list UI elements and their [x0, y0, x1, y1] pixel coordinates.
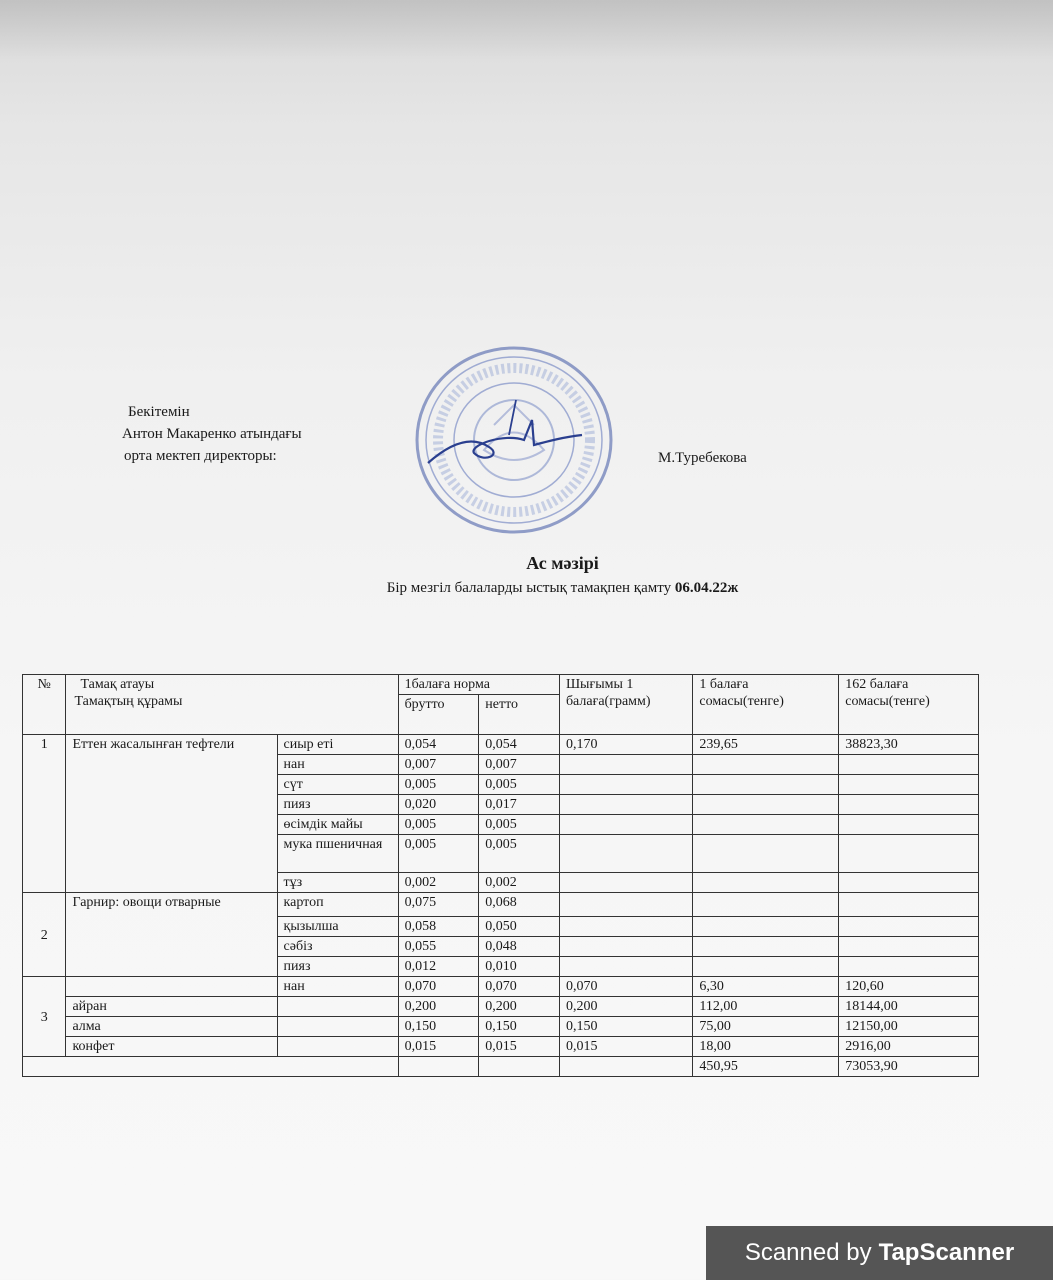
header-output-line-1: Шығымы 1: [565, 677, 634, 692]
ingredient-name: сүт: [277, 775, 398, 795]
official-seal-stamp: [414, 345, 614, 535]
dish3-middle: [277, 1017, 398, 1037]
ingredient-brutto: 0,007: [398, 755, 479, 775]
ingredient-name: мука пшеничная: [277, 835, 398, 873]
dish1-output: 0,170: [559, 735, 692, 755]
dish3-output: 0,150: [559, 1017, 692, 1037]
ingredient-netto: 0,048: [479, 937, 560, 957]
dish2-name: Гарнир: овощи отварные: [66, 893, 277, 977]
dish1-num: 1: [23, 735, 66, 893]
ingredient-brutto: 0,075: [398, 893, 479, 917]
approval-line-3: орта мектеп директоры:: [124, 448, 277, 464]
dish2-num: 2: [23, 893, 66, 977]
ingredient-brutto: 0,058: [398, 917, 479, 937]
dish3-cost-162: 12150,00: [839, 1017, 979, 1037]
document-title: Ас мәзірі: [526, 553, 599, 573]
scan-shadow: [0, 0, 1053, 60]
header-cost-one-line-2: сомасы(тенге): [699, 694, 784, 709]
dish3-cost-162: 120,60: [839, 977, 979, 997]
dish3-middle: [277, 997, 398, 1017]
table-row: [23, 893, 979, 917]
header-norm: 1балаға норма: [398, 675, 559, 695]
ingredient-name: пияз: [277, 795, 398, 815]
document-subtitle: [36, 580, 1053, 597]
dish3-cost-one: 112,00: [693, 997, 839, 1017]
ingredient-netto: 0,017: [479, 795, 560, 815]
director-name: М.Туребекова: [658, 450, 747, 466]
dish3-cost-162: 18144,00: [839, 997, 979, 1017]
menu-table: [22, 674, 979, 1077]
dish3-output: 0,200: [559, 997, 692, 1017]
dish3-num: 3: [23, 977, 66, 1057]
ingredient-netto: 0,005: [479, 815, 560, 835]
dish3-cost-162: 2916,00: [839, 1037, 979, 1057]
header-cost-162-line-2: сомасы(тенге): [845, 694, 930, 709]
ingredient-netto: 0,007: [479, 755, 560, 775]
table-row: [23, 735, 979, 755]
ingredient-netto: 0,005: [479, 775, 560, 795]
ingredient-netto: 0,068: [479, 893, 560, 917]
ingredient-name: сиыр еті: [277, 735, 398, 755]
dish3-netto: 0,015: [479, 1037, 560, 1057]
total-row: [23, 1057, 979, 1077]
table-header-row: [23, 675, 979, 695]
dish3-netto: 0,200: [479, 997, 560, 1017]
dish3-cost-one: 75,00: [693, 1017, 839, 1037]
dish3-left: айран: [66, 997, 277, 1017]
scanner-watermark: [706, 1226, 1053, 1280]
dish3-left: конфет: [66, 1037, 277, 1057]
total-cost-one: 450,95: [693, 1057, 839, 1077]
dish1-name: Еттен жасалынған тефтели: [66, 735, 277, 893]
header-brutto: брутто: [398, 695, 479, 735]
dish3-brutto: 0,150: [398, 1017, 479, 1037]
header-output: [559, 675, 692, 735]
ingredient-name: өсімдік майы: [277, 815, 398, 835]
ingredient-netto: 0,005: [479, 835, 560, 873]
dish3-cost-one: 18,00: [693, 1037, 839, 1057]
header-dish-name: [66, 675, 398, 735]
approval-line-1: Бекітемін: [128, 404, 190, 420]
scanner-brand: TapScanner: [878, 1239, 1015, 1266]
header-num: №: [23, 675, 66, 735]
header-cost-one-line-1: 1 балаға: [699, 677, 749, 692]
header-output-line-2: балаға(грамм): [565, 694, 651, 709]
dish3-left: [66, 977, 277, 997]
header-cost-162-line-1: 162 балаға: [845, 677, 909, 692]
table-row: [23, 977, 979, 997]
ingredient-brutto: 0,054: [398, 735, 479, 755]
dish3-output: 0,070: [559, 977, 692, 997]
header-name-line-2: Тамақтың құрамы: [74, 694, 183, 709]
ingredient-brutto: 0,020: [398, 795, 479, 815]
header-netto: нетто: [479, 695, 560, 735]
ingredient-name: сәбіз: [277, 937, 398, 957]
dish1-cost-162: 38823,30: [839, 735, 979, 755]
ingredient-netto: 0,010: [479, 957, 560, 977]
ingredient-brutto: 0,005: [398, 835, 479, 873]
header-name-line-1: Тамақ атауы: [80, 677, 155, 692]
subtitle-date: 06.04.22ж: [674, 580, 739, 596]
table-row: [23, 1017, 979, 1037]
ingredient-brutto: 0,012: [398, 957, 479, 977]
total-cost-162: 73053,90: [839, 1057, 979, 1077]
header-cost-one: [693, 675, 839, 735]
scanner-prefix: Scanned by: [744, 1239, 872, 1266]
approval-line-2: Антон Макаренко атындағы: [122, 426, 302, 442]
ingredient-brutto: 0,005: [398, 815, 479, 835]
dish3-brutto: 0,015: [398, 1037, 479, 1057]
approval-block: [122, 401, 302, 467]
ingredient-brutto: 0,055: [398, 937, 479, 957]
dish3-middle: нан: [277, 977, 398, 997]
header-cost-162: [839, 675, 979, 735]
dish3-left: алма: [66, 1017, 277, 1037]
ingredient-name: картоп: [277, 893, 398, 917]
dish3-output: 0,015: [559, 1037, 692, 1057]
subtitle-text: Бір мезгіл балаларды ыстық тамақпен қамту: [386, 580, 675, 596]
table-row: [23, 997, 979, 1017]
ingredient-name: нан: [277, 755, 398, 775]
ingredient-brutto: 0,002: [398, 873, 479, 893]
ingredient-netto: 0,050: [479, 917, 560, 937]
ingredient-name: пияз: [277, 957, 398, 977]
ingredient-netto: 0,054: [479, 735, 560, 755]
dish3-netto: 0,150: [479, 1017, 560, 1037]
dish3-netto: 0,070: [479, 977, 560, 997]
dish3-middle: [277, 1037, 398, 1057]
ingredient-name: қызылша: [277, 917, 398, 937]
dish3-brutto: 0,200: [398, 997, 479, 1017]
ingredient-name: тұз: [277, 873, 398, 893]
dish3-brutto: 0,070: [398, 977, 479, 997]
ingredient-brutto: 0,005: [398, 775, 479, 795]
table-row: [23, 1037, 979, 1057]
dish3-cost-one: 6,30: [693, 977, 839, 997]
dish1-cost-one: 239,65: [693, 735, 839, 755]
ingredient-netto: 0,002: [479, 873, 560, 893]
